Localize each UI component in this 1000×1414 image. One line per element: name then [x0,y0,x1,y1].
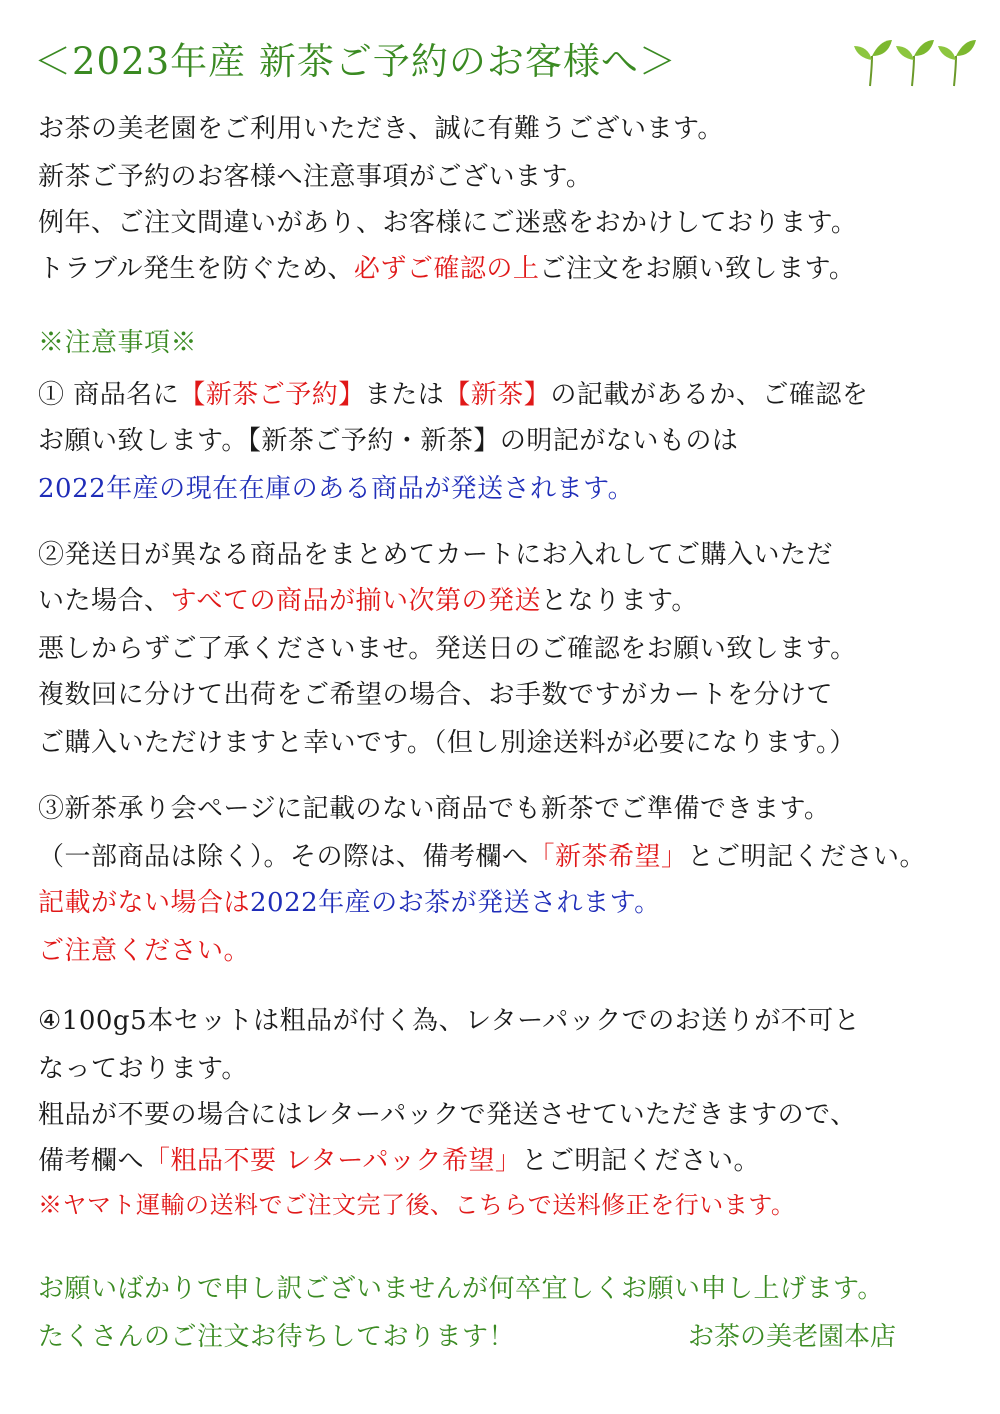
intro-line-4 [38,252,855,286]
sprout-icon [854,40,892,86]
note-text: とご明記ください。 [687,842,927,872]
emphasis-text: 記載がない場合は [38,888,251,918]
note-text: の記載があるか、ご確認を [550,380,869,410]
note1-line-3: 2022年産の現在在庫のある商品が発送されます。 [38,474,635,504]
note3-line-2 [38,840,926,874]
emphasis-text: 「新茶希望」 [528,842,688,872]
closing-line-1: お願いばかりで申し訳ございませんが何卒宜しくお願い申し上げます。 [38,1274,884,1304]
emphasis-text: すべての商品が揃い次第の発送 [170,586,541,616]
note2-line-3: 悪しからずご了承くださいませ。発送日のご確認をお願い致します。 [38,634,857,664]
note2-line-5: ご購入いただけますと幸いです。（但し別途送料が必要になります。） [38,728,856,758]
emphasis-text: 「粗品不要 レターパック希望」 [144,1146,522,1176]
shop-signature: お茶の美老園本店 [688,1322,897,1352]
emphasis-text: 【新茶】 [444,380,551,410]
intro-text: トラブル発生を防ぐため、 [38,254,354,284]
note4-line-3: 粗品が不要の場合にはレターパックで発送させていただきますので、 [38,1100,857,1130]
emphasis-text: 必ずご確認の上 [353,254,540,284]
note3-line-1: ③新茶承り会ページに記載のない商品でも新茶でご準備できます。 [38,794,831,824]
note4-line-4 [38,1144,760,1178]
sprouts-decoration [850,36,980,88]
note-text: 備考欄へ [38,1146,145,1176]
note4-line-2: なっております。 [38,1054,248,1084]
note-text: となります。 [541,586,698,616]
note-text: ① 商品名に [38,380,180,410]
closing-line-2: たくさんのご注文お待ちしております！ [38,1322,516,1352]
note1-line-1 [38,378,868,412]
note-text: （一部商品は除く）。その際は、備考欄へ [38,842,529,872]
note2-line-4: 複数回に分けて出荷をご希望の場合、お手数ですがカートを分けて [38,680,834,710]
note3-line-4: ご注意ください。 [38,936,251,966]
note4-line-5: ※ヤマト運輸の送料でご注文完了後、こちらで送料修正を行います。 [38,1191,796,1219]
intro-line-1: お茶の美老園をご利用いただき、誠に有難うございます。 [38,114,724,144]
note-text: とご明記ください。 [521,1146,760,1176]
sprout-icon [938,40,976,86]
note-text: または [364,380,445,410]
emphasis-text: 2022年産のお茶が発送されます。 [250,888,661,918]
emphasis-text: 【新茶ご予約】 [179,380,365,410]
intro-line-3: 例年、ご注文間違いがあり、お客様にご迷惑をおかけしております。 [38,208,858,238]
note2-line-1: ②発送日が異なる商品をまとめてカートにお入れしてご購入いただ [38,540,834,570]
sprout-icon [896,40,934,86]
note2-line-2 [38,584,698,618]
note3-line-3 [38,886,661,920]
intro-line-2: 新茶ご予約のお客様へ注意事項がございます。 [38,162,593,192]
note1-line-2: お願い致します。【新茶ご予約・新茶】の明記がないものは [38,426,739,456]
note-text: いた場合、 [38,586,171,616]
intro-text: ご注文をお願い致します。 [539,254,856,284]
page-title: ＜2023年産 新茶ご予約のお客様へ＞ [34,40,677,83]
note4-line-1: ④100g5本セットは粗品が付く為、レターパックでのお送りが不可と [38,1006,861,1036]
notes-heading: ※注意事項※ [38,328,198,358]
